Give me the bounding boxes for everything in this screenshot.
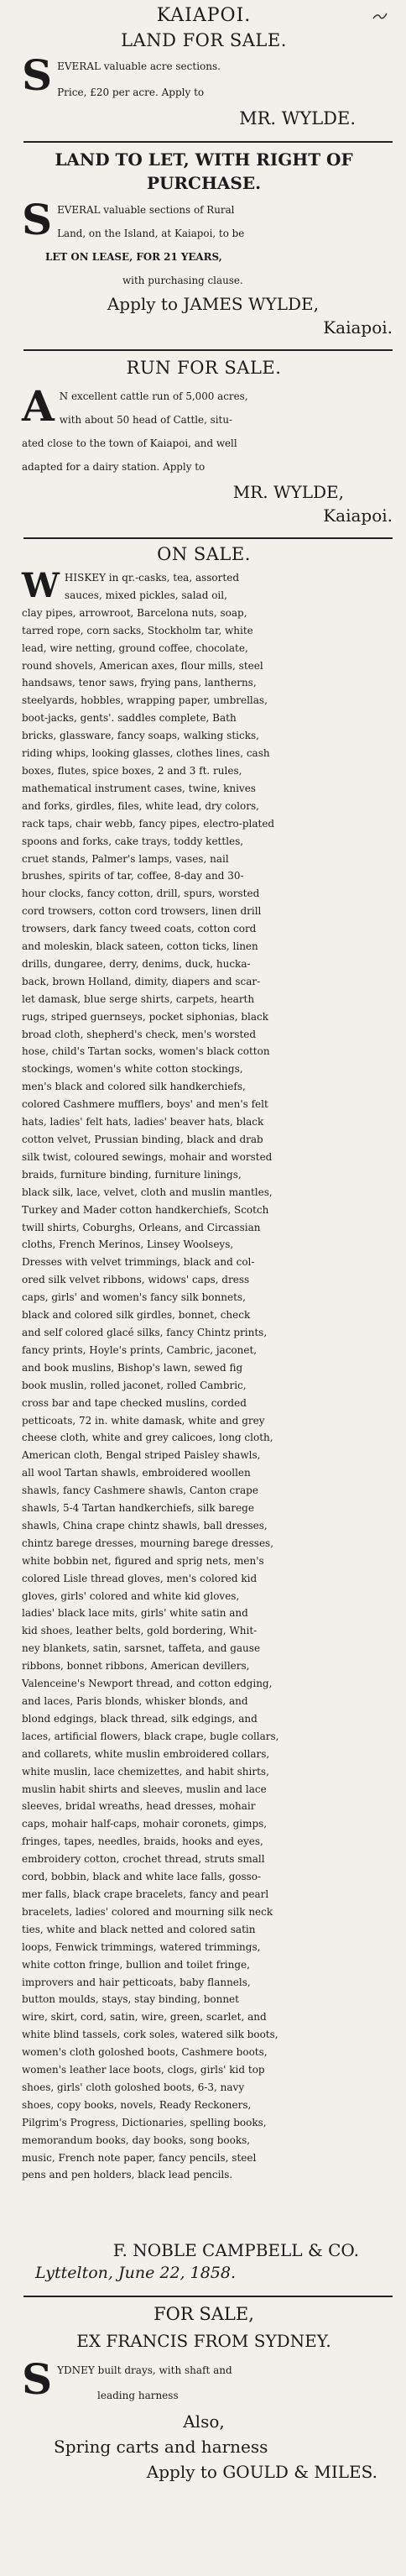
ad-line: stockings, women's white cotton stockings, [22,1063,243,1076]
ad-line: trowsers, dark fancy tweed coats, cotton cord [22,923,257,935]
ad-line: white blind tassels, cork soles, watered silk boots, [22,2029,278,2041]
ad-apply: Apply to JAMES WYLDE, [107,294,319,314]
ad-dateline: Lyttelton, June 22, 1858. [35,2264,237,2282]
ad-line: women's cloth goloshed boots, Cashmere boots, [22,2046,268,2059]
ad-line: sleeves, bridal wreaths, head dresses, mohair [22,1800,256,1813]
ad-line: hour clocks, fancy cotton, drill, spurs, worsted [22,887,260,900]
ad-line: cord trowsers, cotton cord trowsers, linen drill [22,905,262,918]
ad-line: broad cloth, shepherd's check, men's worsted [22,1028,257,1040]
ad-line: women's leather lace boots, clogs, girls' kid top [22,2064,265,2076]
ad-line: memorandum books, day books, song books, [22,2134,251,2146]
ad-line: EVERAL valuable sections of Rural [57,204,235,216]
ad-line: shawls, 5-4 Tartan handkerchiefs, silk barege [22,1502,254,1515]
ad-line: bricks, glassware, fancy soaps, walking sticks, [22,730,259,742]
ad-signer: MR. WYLDE, [232,482,344,502]
ad-line: ribbons, bonnet ribbons, American devillers, [22,1660,250,1673]
ad-heading: ON SALE. [157,544,251,564]
ad-line: hose, child's Tartan socks, women's black cotton [22,1045,270,1058]
ad-body [22,195,391,292]
ad-line: let damask, blue serge shirts, carpets, hearth [22,992,255,1005]
drop-cap: A [22,381,55,431]
ad-line: button moulds, stays, stay binding, bonnet [22,1993,239,2006]
ad-line: ored silk velvet ribbons, widows' caps, dress [22,1274,250,1286]
ad-line: white muslin, lace chemizettes, and habit shirts, [22,1765,269,1778]
ad-line: spoons and forks, cake trays, toddy kettles, [22,835,244,847]
ad-heading: LAND TO LET, WITH RIGHT OF [55,149,353,170]
ad-line: cruet stands, Palmer's lamps, vases, nail [22,852,229,865]
ad-line: rack taps, chair webb, fancy pipes, electro-plated [22,817,275,830]
ad-line: ated close to the town of Kaiapoi, and well [22,437,237,449]
ad-line: N excellent cattle run of 5,000 acres, [59,390,248,402]
ad-line: EVERAL valuable acre sections. [57,60,221,72]
ad-line: mer falls, black crape bracelets, fancy and pearl [22,1887,269,1900]
ad-line: ties, white and black netted and colored satin [22,1923,256,1935]
ad-line: riding whips, looking glasses, clothes lines, cash [22,747,270,760]
divider [23,141,393,143]
ad-line: adapted for a dairy station. Apply to [22,461,206,473]
ad-line: mathematical instrument cases, twine, knives [22,782,256,794]
ad-line: embroidery cotton, crochet thread, struts small [22,1853,265,1866]
drop-cap: S [22,195,53,244]
ad-line: cross bar and tape checked muslins, corded [22,1396,247,1409]
ad-line: laces, artificial flowers, black crape, bugle collars, [22,1730,279,1742]
ad-line: Pilgrim's Progress, Dictionaries, spelling books, [22,2116,267,2128]
ad-line: with purchasing clause. [122,275,243,286]
ad-line: leading harness [97,2390,179,2401]
ad-line: fringes, tapes, needles, braids, hooks and eyes, [22,1835,263,1848]
ad-line: caps, mohair half-caps, mohair coronets, gimps, [22,1818,268,1830]
ad-line: LET ON LEASE, FOR 21 YEARS, [45,251,222,263]
drop-cap: S [22,2354,53,2404]
ad-line: Dresses with velvet trimmings, black and col- [22,1256,255,1269]
ad-line: shoes, copy books, novels, Ready Reckoners, [22,2098,252,2111]
ad-line: men's black and colored silk handkerchiefs, [22,1081,246,1093]
ad-line: black silk, lace, velvet, cloth and muslin mantles, [22,1186,273,1198]
ad-line: YDNEY built drays, with shaft and [57,2364,232,2376]
ad-body [22,381,391,479]
ad-line: round shovels, American axes, flour mills, steel [22,659,263,672]
ad-line: pens and pen holders, black lead pencils. [22,2169,233,2181]
ad-line: Price, £20 per acre. Apply to [57,86,205,98]
ad-line: silk twist, coloured sewings, mohair and worsted [22,1150,273,1163]
ad-body [22,566,391,2184]
ad-line: rugs, striped guernseys, pocket siphonias, black [22,1010,269,1023]
ad-line: back, brown Holland, dimity, diapers and scar- [22,975,261,987]
ad-line: brushes, spirits of tar, coffee, 8-day and 30- [22,870,244,882]
ad-line: shoes, girls' cloth goloshed boots, 6-3, navy [22,2081,245,2093]
ad-line: wire, skirt, cord, satin, wire, green, scarlet, and [22,2011,267,2024]
ad-signer: F. NOBLE CAMPBELL & CO. [112,2240,359,2260]
ad-line: with about 50 head of Cattle, situ- [59,414,232,426]
ad-line: Land, on the Island, at Kaiapoi, to be [57,228,245,239]
ad-line: shawls, fancy Cashmere shawls, Canton crape [22,1484,258,1497]
ad-signer: MR. WYLDE. [239,108,356,128]
ad-line: bracelets, ladies' colored and mourning silk neck [22,1905,273,1918]
ad-line: tarred rope, corn sacks, Stockholm tar, white [22,624,253,636]
ad-line: white bobbin net, figured and sprig nets, men's [22,1554,264,1567]
ad-line: clay pipes, arrowroot, Barcelona nuts, soap, [22,606,247,619]
ad-town: Kaiapoi. [323,505,393,526]
ad-line: sauces, mixed pickles, salad oil, [64,589,227,601]
ad-line: music, French note paper, fancy pencils, steel [22,2151,257,2164]
ad-heading: FOR SALE, [154,2304,254,2324]
ad-line: Valenceine's Newport thread, and cotton edging, [22,1678,273,1690]
ad-apply: Apply to GOULD & MILES. [146,2462,377,2482]
ad-line: cloths, French Merinos, Linsey Woolseys, [22,1238,234,1251]
ad-line: chintz barege dresses, mourning barege dresses, [22,1537,274,1549]
ad-line: colored Lisle thread gloves, men's colored kid [22,1572,258,1584]
ad-line: improvers and hair petticoats, baby flannels, [22,1976,251,1988]
ad-also: Also, [183,2411,225,2432]
ad-line: twill shirts, Coburghs, Orleans, and Circassian [22,1221,261,1233]
ad-line: gloves, girls' colored and white kid gloves, [22,1589,240,1602]
ad-carts: Spring carts and harness [54,2437,268,2457]
ad-line: steelyards, hobbles, wrapping paper, umbrellas, [22,694,268,707]
ad-line: lead, wire netting, ground coffee, chocolate, [22,641,248,654]
ad-line: ladies' black lace mits, girls' white satin and [22,1607,248,1620]
ad-line: HISKEY in qr.-casks, tea, assorted [64,572,239,584]
ad-line: black and colored silk girdles, bonnet, check [22,1309,251,1322]
ad-line: petticoats, 72 in. white damask, white and grey [22,1414,265,1427]
ad-line: handsaws, tenor saws, frying pans, lantherns, [22,677,257,689]
ad-line: book muslin, rolled jaconet, rolled Cambric, [22,1379,247,1391]
ad-line: cheese cloth, white and grey calicoes, long cloth, [22,1432,273,1444]
ad-line: and self colored glacé silks, fancy Chintz prints, [22,1326,268,1338]
ad-line: and forks, girdles, files, white lead, dry colors, [22,799,259,812]
ad-line: boot-jacks, gents'. saddles complete, Bath [22,712,237,725]
ad-heading: RUN FOR SALE. [126,358,282,378]
drop-cap: S [22,50,53,100]
divider [23,537,393,539]
ad-line: caps, girls' and women's fancy silk bonnets, [22,1291,246,1304]
ad-line: drills, dungaree, derry, denims, duck, hucka- [22,957,251,970]
newspaper-column [15,0,393,2576]
ad-line: kid shoes, leather belts, gold bordering, Whit- [22,1625,258,1637]
ad-heading: EX FRANCIS FROM SYDNEY. [76,2331,331,2351]
ad-line: and collarets, white muslin embroidered collars, [22,1747,270,1760]
drop-cap: W [22,566,60,605]
ad-line: Turkey and Mader cotton handkerchiefs, Scotch [22,1203,269,1216]
divider [23,349,393,351]
ad-body [22,50,391,106]
ad-line: and laces, Paris blonds, whisker blonds, and [22,1695,248,1707]
ad-line: American cloth, Bengal striped Paisley shawls, [22,1449,261,1462]
ad-heading: LAND FOR SALE. [121,30,287,50]
ad-line: fancy prints, Hoyle's prints, Cambric, jaconet, [22,1343,258,1356]
ad-place: KAIAPOI. [156,5,252,26]
ad-town: Kaiapoi. [323,317,393,338]
ad-line: blond edgings, black thread, silk edgings, and [22,1712,258,1725]
ad-line: cotton velvet, Prussian binding, black and drab [22,1134,263,1145]
ad-line: loops, Fenwick trimmings, watered trimmings, [22,1940,261,1953]
ad-line: and moleskin, black sateen, cotton ticks, linen [22,940,258,953]
divider [23,2296,393,2297]
ad-line: ney blankets, satin, sarsnet, taffeta, and gause [22,1642,261,1655]
ad-line: boxes, flutes, spice boxes, 2 and 3 ft. rules, [22,764,242,777]
ad-line: all wool Tartan shawls, embroidered woollen [22,1467,251,1479]
ad-line: muslin habit shirts and sleeves, muslin and lace [22,1783,267,1795]
ad-line: colored Cashmere mufflers, boys' and men's felt [22,1098,268,1111]
ad-line: braids, furniture binding, furniture linings, [22,1168,242,1181]
ad-line: white cotton fringe, bullion and toilet fringe, [22,1958,250,1971]
ad-line: hats, ladies' felt hats, ladies' beaver hats, black [22,1116,264,1128]
ad-heading: PURCHASE. [146,173,262,193]
ad-line: and book muslins, Bishop's lawn, sewed fig [22,1361,243,1374]
ad-body [22,2354,391,2408]
ad-line: cord, bobbin, black and white lace falls, gosso- [22,1871,262,1883]
ad-line: shawls, China crape chintz shawls, ball dresses, [22,1519,268,1531]
